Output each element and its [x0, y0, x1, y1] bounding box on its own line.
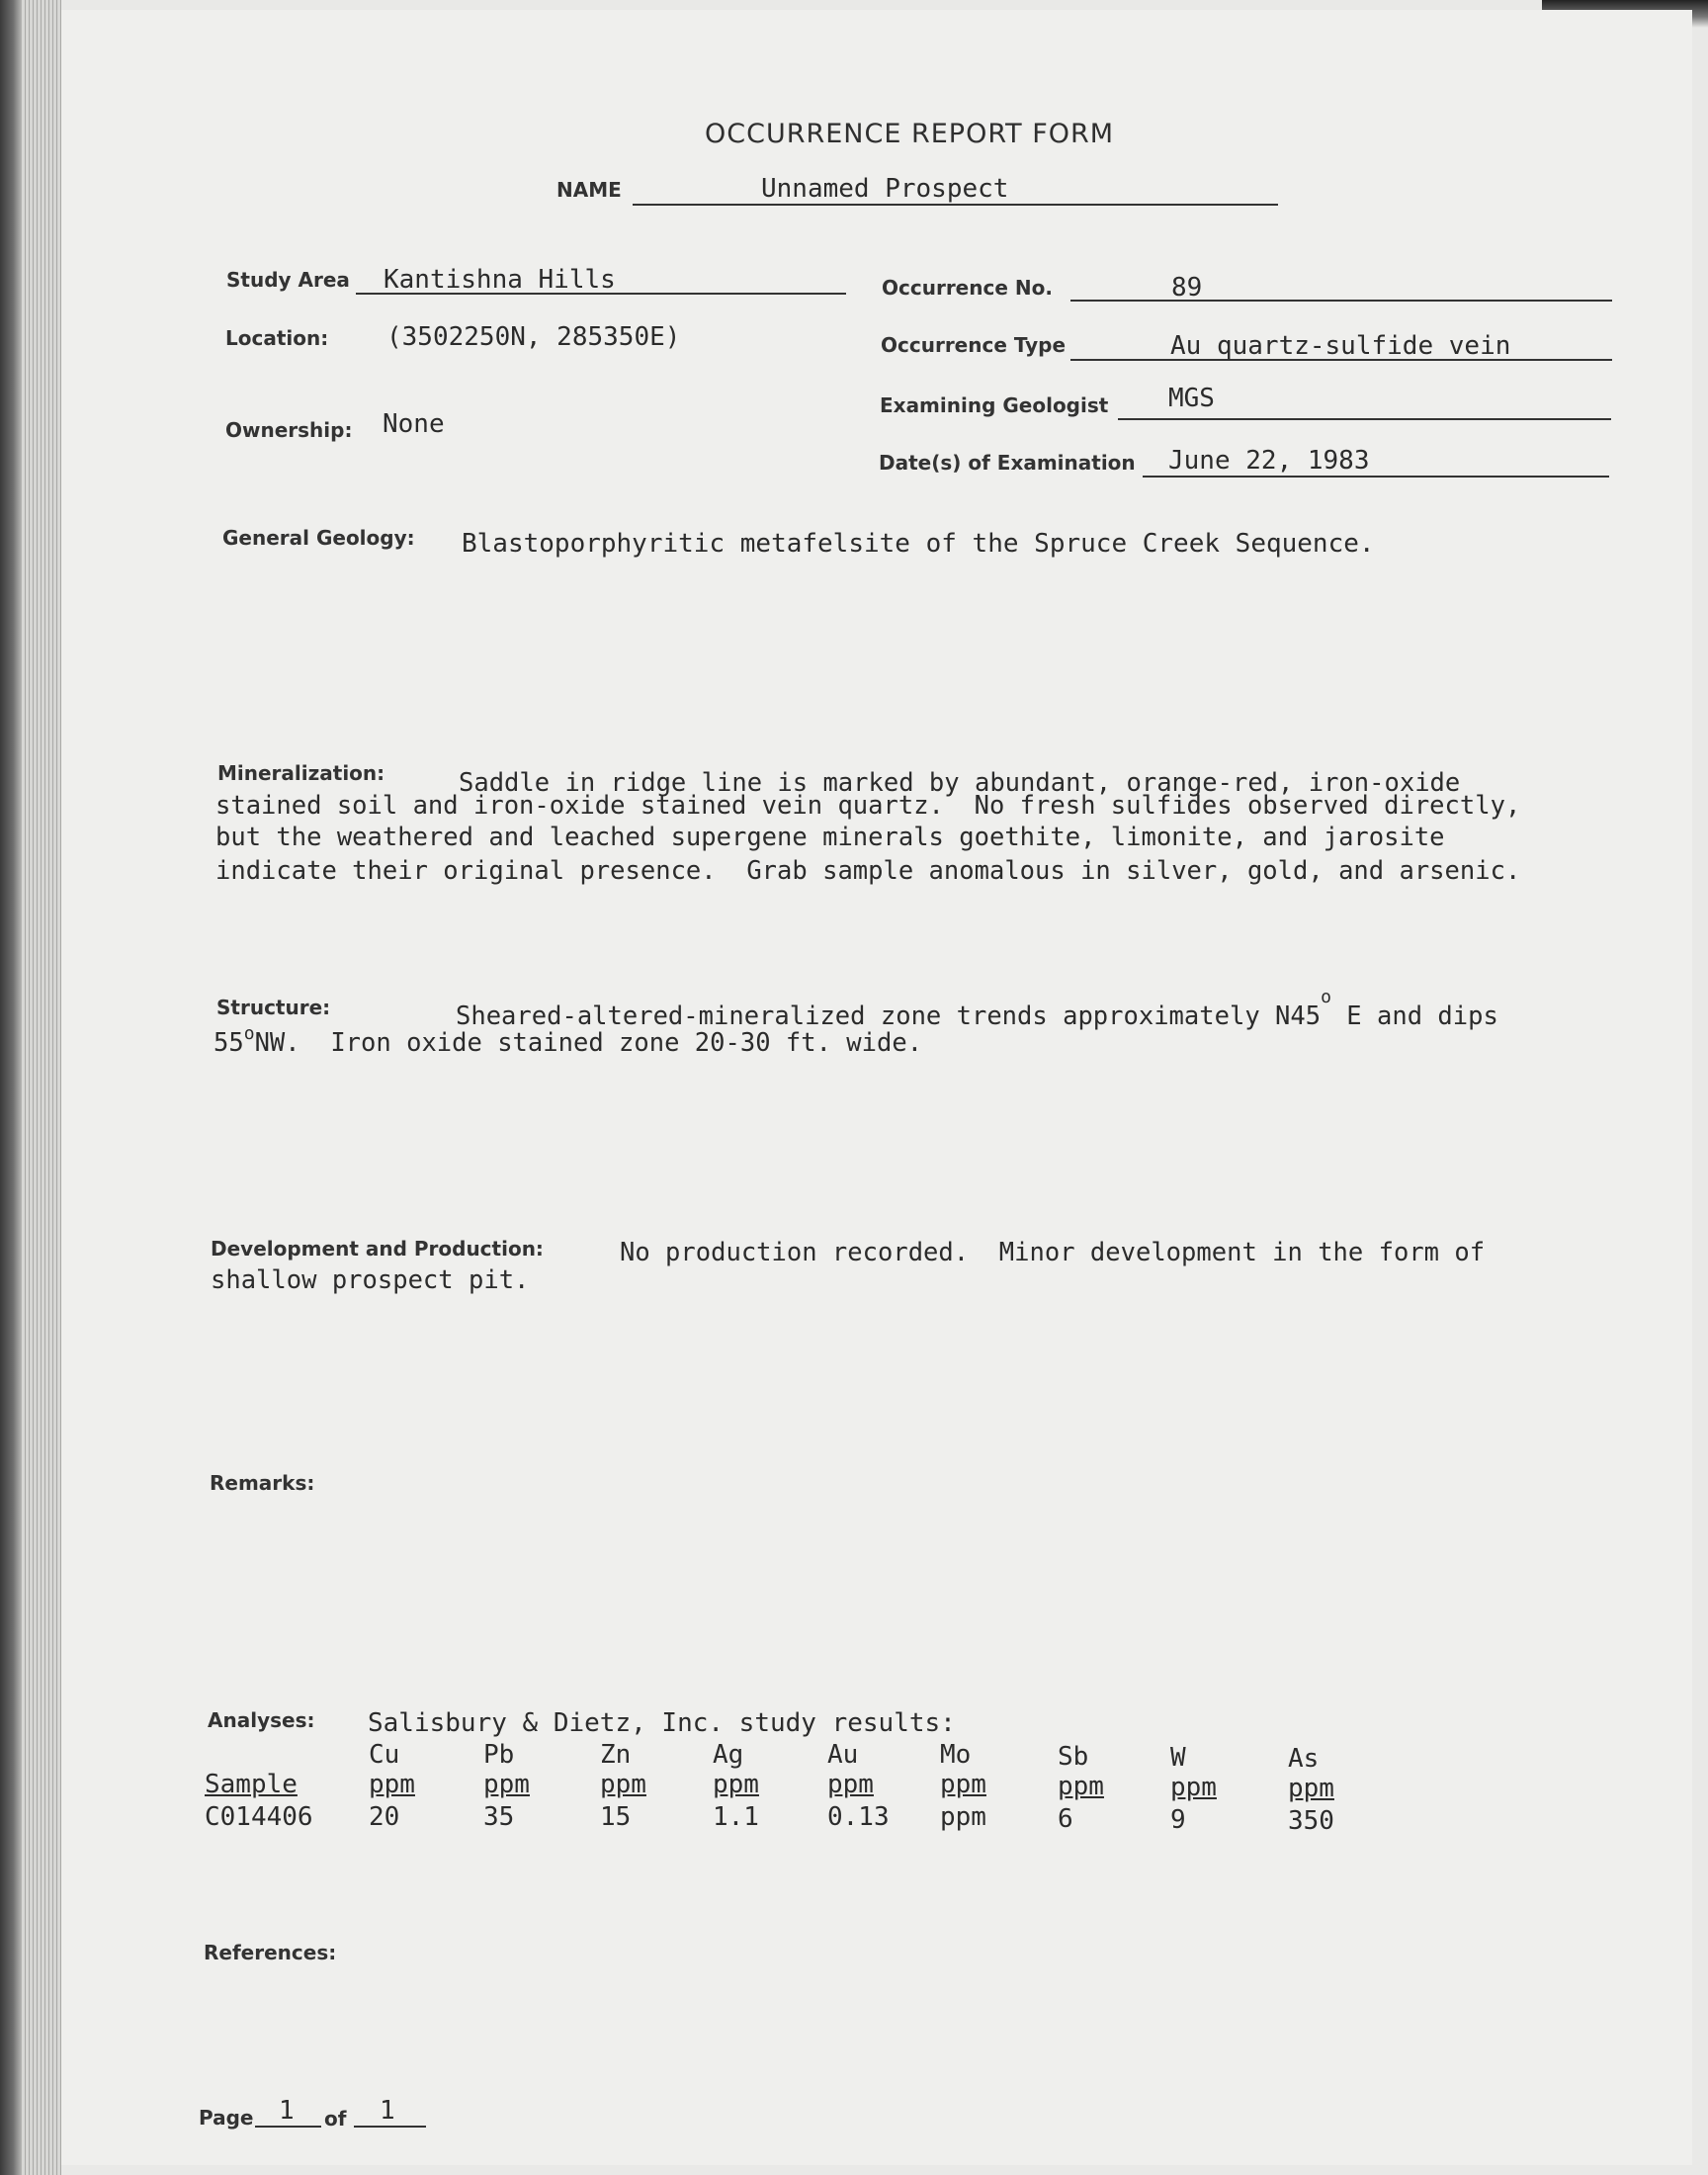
unit-header: ppm — [713, 1770, 759, 1799]
occurrence-no-value: 89 — [1171, 273, 1203, 303]
unit-header: ppm — [1288, 1774, 1334, 1803]
page-num-underline — [255, 2126, 321, 2128]
occurrence-no-underline — [1070, 300, 1612, 302]
general-geology-label: General Geology: — [222, 526, 415, 550]
element-header: Pb — [483, 1740, 515, 1770]
element-value: ppm — [940, 1802, 986, 1832]
structure-line-1b: E and dips — [1346, 1001, 1498, 1031]
unit-header: ppm — [369, 1770, 415, 1799]
location-value: (3502250N, 285350E) — [386, 322, 681, 352]
references-label: References: — [204, 1941, 337, 1964]
general-geology-text: Blastoporphyritic metafelsite of the Spruce Creek Sequence. — [462, 529, 1375, 559]
binder-edge — [0, 0, 22, 2175]
ownership-label: Ownership: — [225, 418, 353, 442]
element-value: 350 — [1288, 1806, 1334, 1836]
page-total: 1 — [380, 2096, 395, 2126]
geologist-underline — [1118, 418, 1611, 420]
page-number: 1 — [279, 2096, 295, 2126]
element-header: Au — [827, 1740, 859, 1770]
of-label: of — [324, 2107, 347, 2131]
page-label: Page — [199, 2106, 254, 2130]
element-header: Sb — [1058, 1742, 1089, 1772]
element-header: As — [1288, 1744, 1320, 1774]
occurrence-type-label: Occurrence Type — [881, 333, 1067, 357]
study-area-value: Kantishna Hills — [384, 265, 616, 295]
structure-line-2b: NW. Iron oxide stained zone 20-30 ft. wide. — [254, 1028, 923, 1058]
structure-line-2 — [214, 1023, 923, 1061]
date-label: Date(s) of Examination — [879, 451, 1136, 475]
sample-header: Sample — [205, 1770, 298, 1799]
mineralization-line-3: but the weathered and leached supergene minerals goethite, limonite, and jarosite — [215, 823, 1445, 852]
element-value: 35 — [483, 1802, 515, 1832]
date-underline — [1143, 476, 1609, 478]
name-label: NAME — [556, 178, 622, 202]
structure-line-1a: Sheared-altered-mineralized zone trends approximately N45 — [456, 1001, 1322, 1031]
location-label: Location: — [225, 326, 329, 350]
form-title: OCCURRENCE REPORT FORM — [705, 119, 1115, 149]
element-value: 1.1 — [713, 1802, 759, 1832]
structure-line-2a: 55 — [214, 1028, 244, 1058]
element-value: 0.13 — [827, 1802, 890, 1832]
mineralization-label: Mineralization: — [217, 761, 385, 785]
name-value: Unnamed Prospect — [761, 174, 1009, 204]
development-label: Development and Production: — [211, 1237, 544, 1261]
unit-header: ppm — [600, 1770, 646, 1799]
geologist-label: Examining Geologist — [880, 393, 1109, 417]
unit-header: ppm — [1170, 1773, 1217, 1802]
analyses-label: Analyses: — [208, 1708, 315, 1732]
name-underline — [633, 204, 1278, 206]
element-value: 15 — [600, 1802, 632, 1832]
element-value: 9 — [1170, 1805, 1186, 1835]
degree-symbol: o — [1321, 987, 1331, 1007]
development-line-1: No production recorded. Minor development in the form of — [620, 1238, 1486, 1267]
sample-id: C014406 — [205, 1802, 313, 1832]
occurrence-type-value: Au quartz-sulfide vein — [1170, 331, 1511, 361]
unit-header: ppm — [940, 1770, 986, 1799]
structure-label: Structure: — [216, 996, 331, 1019]
unit-header: ppm — [1058, 1772, 1104, 1801]
ownership-value: None — [383, 409, 445, 439]
element-header: Zn — [600, 1740, 632, 1770]
degree-symbol-2: o — [243, 1023, 255, 1044]
date-value: June 22, 1983 — [1168, 446, 1370, 476]
study-area-label: Study Area — [226, 268, 350, 292]
element-header: Ag — [713, 1740, 744, 1770]
remarks-label: Remarks: — [210, 1471, 315, 1495]
occurrence-no-label: Occurrence No. — [882, 276, 1053, 300]
element-header: W — [1170, 1743, 1186, 1773]
element-value: 20 — [369, 1802, 400, 1832]
page-total-underline — [354, 2126, 426, 2128]
mineralization-line-1: Saddle in ridge line is marked by abundant, orange-red, iron-oxide — [459, 768, 1461, 798]
analyses-heading: Salisbury & Dietz, Inc. study results: — [368, 1708, 956, 1738]
geologist-value: MGS — [1168, 384, 1215, 413]
mineralization-line-2: stained soil and iron-oxide stained vein quartz. No fresh sulfides observed directly, — [215, 791, 1521, 821]
unit-header: ppm — [827, 1770, 874, 1799]
development-line-2: shallow prospect pit. — [211, 1265, 530, 1295]
element-value: 6 — [1058, 1804, 1073, 1834]
element-header: Mo — [940, 1740, 972, 1770]
element-header: Cu — [369, 1740, 400, 1770]
mineralization-line-4: indicate their original presence. Grab sample anomalous in silver, gold, and arsenic. — [215, 856, 1521, 886]
stacked-page-edges — [22, 0, 61, 2175]
unit-header: ppm — [483, 1770, 530, 1799]
